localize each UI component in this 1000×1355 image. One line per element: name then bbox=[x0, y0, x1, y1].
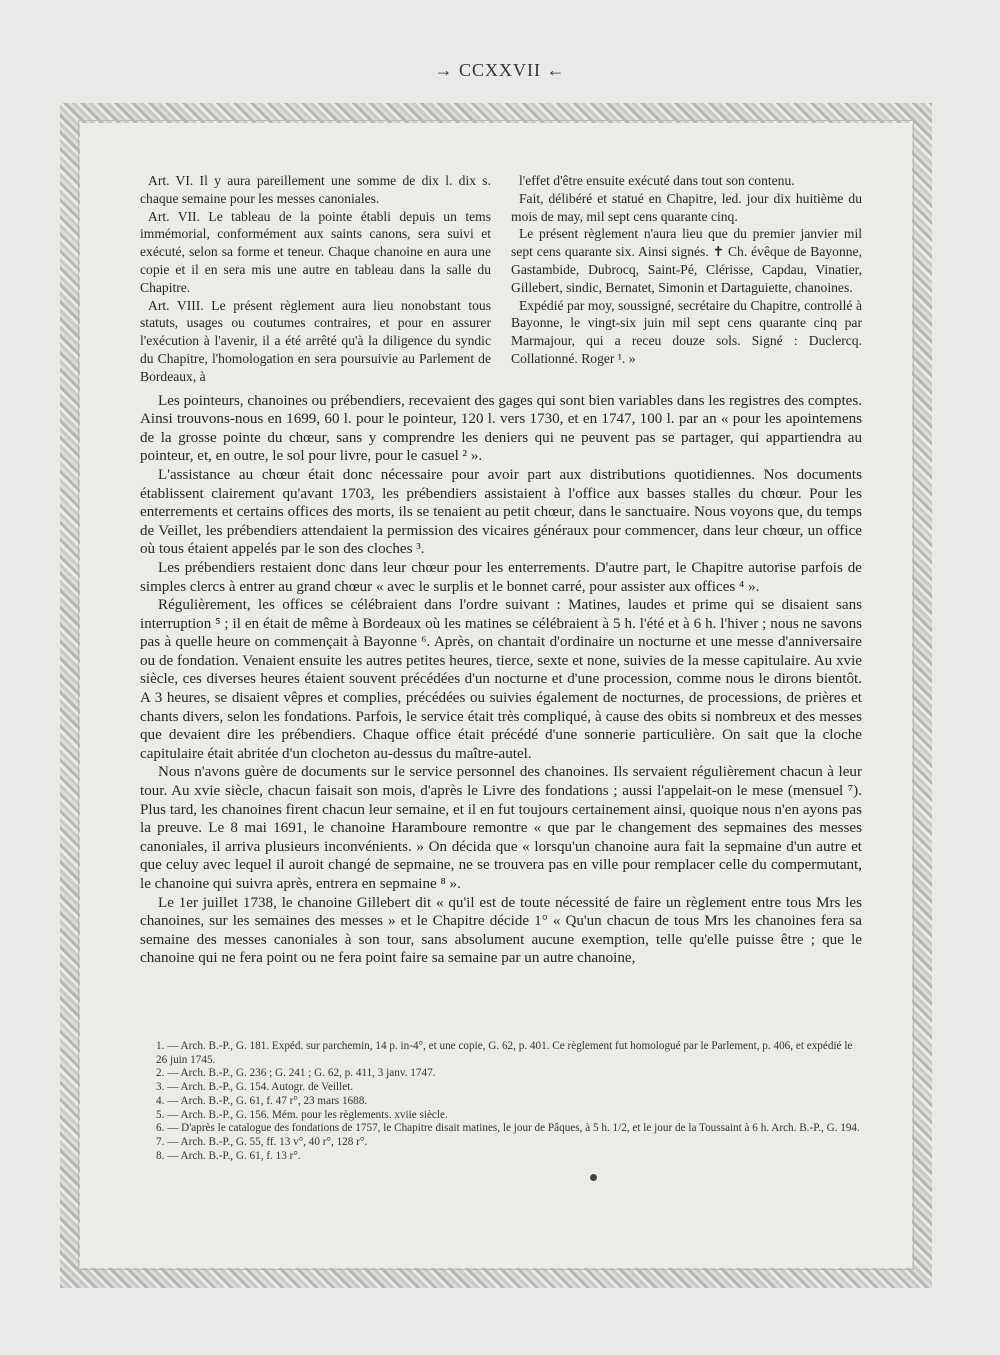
paragraph: Art. VIII. Le présent règlement aura lieu nonobstant tous statuts, usages ou coutumes contraires, et pour en assurer l'exécution à l'avenir, il a été arrêté qu'à la diligence du syndic du Chapitre, l'homologation en sera poursuivie au Parlement de Bordeaux, à bbox=[140, 297, 491, 384]
footnote: 3. — Arch. B.-P., G. 154. Autogr. de Veillet. bbox=[156, 1081, 354, 1094]
paragraph: Régulièrement, les offices se célébraient dans l'ordre suivant : Matines, laudes et prime qui se disaient sans interruption ⁵ ; il en était de même à Bordeaux où les matines se célébraient à 5 h. l'été et à 6 h. l'hiver ; nous ne savons pas à quelle heure on commençait à Bayonne ⁶. Après, on chantait d'ordinaire un nocturne et une messe d'anniversaire ou de fondation. Venaient ensuite les autres petites heures, tierce, sexte et none, suivies de la messe capitulaire. Au xvie siècle, ces diverses heures étaient souvent précédées d'un nocturne et d'une procession, comme nous le dirons bientôt. A 3 heures, se disaient vêpres et complies, précédées ou suivies également de nocturnes, de processions, de prières et chants divers, selon les fondations. Parfois, le service était très compliqué, à cause des obits si nombreux et des messes que devaient dire les prébendiers. Chaque office était précédé d'une sonnerie particulière. On sait que la cloche capitulaire était abritée d'un clocheton au-dessus du maître-autel. bbox=[140, 597, 862, 762]
footnotes bbox=[148, 1040, 864, 1163]
page-number-text: CCXXVII bbox=[459, 60, 541, 80]
two-column-section bbox=[140, 172, 862, 386]
footnote: 5. — Arch. B.-P., G. 156. Mém. pour les règlements. xviie siècle. bbox=[156, 1108, 448, 1121]
paragraph: L'assistance au chœur était donc nécessaire pour avoir part aux distributions quotidiennes. Nos documents établissent clairement qu'avant 1703, les prébendiers assistaient à l'office aux basses stalles du chœur. Pour les enterrements et certains offices des morts, ils se tenaient au petit chœur, dans le sanctuaire. Nous voyons que, du temps de Veillet, les prébendiers attendaient la permission des vicaires généraux pour commencer, dans leur chœur, un office où tous étaient appelés par le son des cloches ³. bbox=[140, 466, 862, 558]
paragraph: Nous n'avons guère de documents sur le service personnel des chanoines. Ils servaient régulièrement chacun à leur tour. Au xvie siècle, chacun faisait son mois, d'après le Livre des fondations ; aussi l'appelait-on le mese (mensuel ⁷). Plus tard, les chanoines firent chacun leur semaine, et il en fut toujours certainement ainsi, quoique nous n'en ayons pas la preuve. Le 8 mai 1691, le chanoine Haramboure remontre « que par le changement des sepmaines des messes canoniales, il arriva plusieurs inconvénients. » On décida que « lorsqu'un chanoine aura fait la sepmaine d'un autre et que celuy avec lequel il auroit changé de sepmaine, ne se trouvera pas en ville pour remplacer celle du compermutant, le chanoine qui suivra après, entrera en sepmaine ⁸ ». bbox=[140, 764, 862, 892]
paragraph: Les pointeurs, chanoines ou prébendiers, recevaient des gages qui sont bien variables dans les registres des comptes. Ainsi trouvons-nous en 1699, 60 l. pour le pointeur, 120 l. vers 1730, et en 1747, 100 l. par an « pour les apointemens de la grosse pointe du chœur, sans y comprendre les deniers qui ne peuvent pas se partager, qui appartiendra au pointeur, et, en outre, le sol pour livre, pour le casuel ² ». bbox=[140, 392, 862, 465]
footnote: 1. — Arch. B.-P., G. 181. Expéd. sur parchemin, 14 p. in-4°, et une copie, G. 62, p. 401. Ce règlement fut homologué par le Parlement, p. 406, et expédié le 26 juin 1745. bbox=[156, 1040, 853, 1066]
paragraph: Expédié par moy, soussigné, secrétaire du Chapitre, controllé à Bayonne, le vingt-six juin mil sept cens quarante cinq par Marmajour, qui a receu douze sols. Signé : Duclercq. Collationné. Roger ¹. » bbox=[511, 297, 862, 366]
paragraph: Le présent règlement n'aura lieu que du premier janvier mil sept cens quarante six. Ainsi signés. ✝ Ch. évêque de Bayonne, Gastambide, Dubrocq, Saint-Pé, Clérisse, Capdau, Vinatier, Gillebert, sindic, Bernatet, Simonin et Dartaguiette, chanoines. bbox=[511, 226, 862, 295]
page-content bbox=[140, 172, 862, 968]
footnote: 2. — Arch. B.-P., G. 236 ; G. 241 ; G. 62, p. 411, 3 janv. 1747. bbox=[156, 1067, 436, 1080]
paragraph: Fait, délibéré et statué en Chapitre, led. jour dix huitième du mois de may, mil sept cens quarante cinq. bbox=[511, 190, 862, 224]
page-number bbox=[0, 60, 1000, 81]
paragraph: Le 1er juillet 1738, le chanoine Gillebert dit « qu'il est de toute nécessité de faire un règlement entre tous Mrs les chanoines, sur les semaines des messes » et le Chapitre décide 1° « Qu'un chacun de tous Mrs les chanoines fera sa semaine des messes canoniales à son tour, sans absolument aucune exemption, telle qu'elle puisse être ; que le chanoine qui ne fera point ou ne fera point faire sa semaine par un autre chanoine, bbox=[140, 894, 862, 967]
right-arrow-ornament: ← bbox=[546, 60, 566, 80]
paragraph: Art. VI. Il y aura pareillement une somme de dix l. dix s. chaque semaine pour les messes canoniales. bbox=[140, 173, 491, 206]
paragraph: Art. VII. Le tableau de la pointe établi depuis un tems immémorial, conformément aux saints canons, sera suivi et exécuté, selon sa forme et teneur. Chaque chanoine en aura une copie et il en sera mis une autre en tableau dans la salle du Chapitre. bbox=[140, 208, 491, 295]
right-column bbox=[511, 172, 862, 386]
main-text bbox=[140, 392, 862, 968]
paragraph: Les prébendiers restaient donc dans leur chœur pour les enterrements. D'autre part, le Chapitre autorise parfois de simples clercs à entrer au grand chœur « avec le surplis et le bonnet carré, pour assister aux offices ⁴ ». bbox=[140, 559, 862, 595]
bullet-ornament bbox=[590, 1174, 597, 1181]
footnote: 8. — Arch. B.-P., G. 61, f. 13 r°. bbox=[156, 1149, 301, 1162]
footnote: 7. — Arch. B.-P., G. 55, ff. 13 v°, 40 r°, 128 r°. bbox=[156, 1135, 368, 1148]
paragraph: l'effet d'être ensuite exécuté dans tout son contenu. bbox=[519, 173, 795, 188]
footnote: 4. — Arch. B.-P., G. 61, f. 47 r°, 23 mars 1688. bbox=[156, 1094, 368, 1107]
left-arrow-ornament: → bbox=[434, 60, 454, 80]
left-column bbox=[140, 172, 491, 386]
footnote: 6. — D'après le catalogue des fondations de 1757, le Chapitre disait matines, le jour de Pâques, à 5 h. 1/2, et le jour de la Toussaint à 6 h. Arch. B.-P., G. 194. bbox=[156, 1122, 860, 1135]
